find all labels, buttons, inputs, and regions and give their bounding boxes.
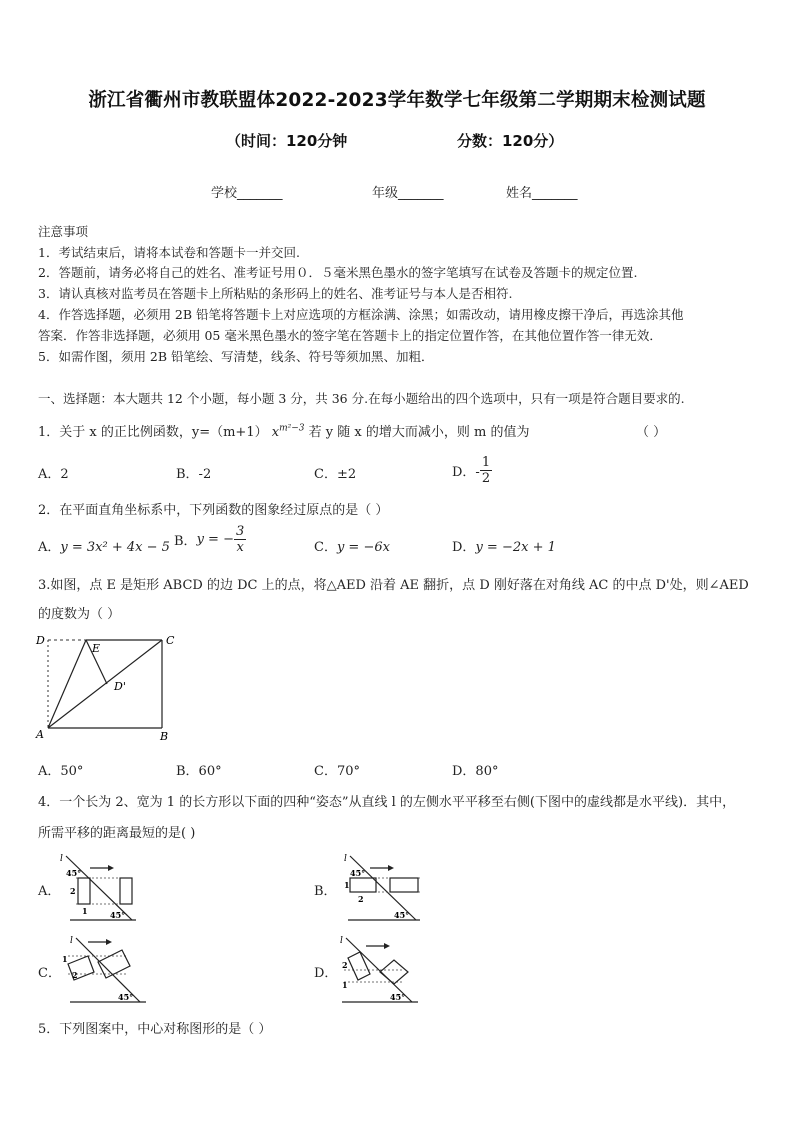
- q3-option-c: C．70°: [314, 764, 360, 779]
- fig-rect-after: [390, 878, 418, 892]
- q1-option-b: B．-2: [176, 467, 212, 482]
- q1-stem-b: 若 y 随 x 的增大而减小，则 m 的值为: [308, 425, 530, 440]
- fig-label-two: 2: [358, 894, 364, 904]
- fig-arrow-head: [108, 865, 114, 871]
- notice-item: 1．考试结束后，请将本试卷和答题卡一并交回.: [38, 245, 300, 260]
- fig-label-two: 2: [70, 886, 76, 896]
- fig-label-one: 1: [62, 954, 68, 964]
- q2-b-den: x: [236, 540, 244, 555]
- notice-item: 答案．作答非选择题，必须用 05 毫米黑色墨水的签字笔在答题卡上的指定位置作答，在其他位置作答一律无效．: [38, 328, 662, 343]
- q2-b-pre: y = −: [196, 532, 234, 547]
- q2-a-expr: y = 3x² + 4x − 5: [60, 540, 170, 555]
- question-3-stem: 3.如图，点 E 是矩形 ABCD 的边 DC 上的点，将△AED 沿着 AE 翻折，点 D 刚好落在对角线 AC 的中点 D'处，则∠AED: [38, 578, 749, 593]
- q2-option-d: [452, 536, 556, 555]
- fig-rect-before: [78, 878, 90, 904]
- fig-rect-before: [350, 878, 376, 892]
- question-4-stem: 4．一个长为 2、宽为 1 的长方形以下面的四种“姿态”从直线 l 的左侧水平平移至右侧(下图中的虚线都是水平线)．其中，: [38, 795, 736, 810]
- grade-field: 年级_______: [372, 186, 444, 201]
- question-5-stem: 5．下列图案中，中心对称图形的是（ ）: [38, 1022, 272, 1037]
- fig-label-d: D: [36, 634, 45, 647]
- q1-optd-prefix: D．-: [452, 465, 480, 480]
- q1-optd-fraction: [480, 455, 492, 486]
- q1-option-d: [452, 455, 492, 486]
- fig-label-one: 1: [82, 906, 88, 916]
- fig-label-e: E: [92, 642, 101, 655]
- fig-label-angle-bottom: 45°: [390, 992, 406, 1002]
- fig-segment: [48, 640, 162, 728]
- notice-heading: 注意事项: [38, 224, 89, 239]
- fig-segment: [48, 640, 86, 728]
- q3-option-a: A．50°: [38, 764, 84, 779]
- q2-b-fraction: [234, 524, 246, 555]
- q1-exp: m²−3: [279, 423, 305, 434]
- q2-b-num: 3: [235, 524, 245, 539]
- fig-rect-after: [120, 878, 132, 904]
- q3-option-b: B．60°: [176, 764, 222, 779]
- question-1-stem: [38, 421, 529, 440]
- q2-a-label: A．: [38, 540, 61, 555]
- q3-rectangle-figure: [30, 628, 190, 746]
- fig-label-angle-bottom: 45°: [110, 910, 126, 920]
- q1-bracket: （ ）: [636, 425, 667, 440]
- section-heading: 一、选择题：本大题共 12 个小题，每小题 3 分，共 36 分.在每小题给出的四个选项中，只有一项是符合题目要求的.: [38, 391, 685, 406]
- fig-label-two: 2: [72, 970, 78, 980]
- fig-label-l: l: [344, 854, 347, 864]
- q1-stem-a: 1．关于 x 的正比例函数，y=（m+1）: [38, 425, 268, 440]
- fig-label-dprime: D': [114, 680, 126, 693]
- q2-option-b: [174, 524, 246, 555]
- fig-arrow-head: [388, 865, 394, 871]
- q2-b-label: B．: [174, 534, 197, 549]
- page-title: 浙江省衢州市教联盟体2022-2023学年数学七年级第二学期期末检测试题: [88, 90, 706, 111]
- q1-optd-den: 2: [481, 471, 491, 486]
- q2-option-a: [38, 536, 170, 555]
- notice-item: 5．如需作图，须用 2B 铅笔绘、写清楚，线条、符号等须加黑、加粗．: [38, 349, 434, 364]
- q2-option-c: [314, 536, 390, 555]
- q2-d-label: D．: [452, 540, 476, 555]
- q2-d-expr: y = −2x + 1: [475, 540, 556, 555]
- question-3-stem-cont: 的度数为（ ）: [38, 607, 121, 622]
- fig-arrow-head: [384, 943, 390, 949]
- q2-c-label: C．: [314, 540, 337, 555]
- notice-item: 2．答题前，请务必将自己的姓名、准考证号用０．５毫米黑色墨水的签字笔填写在试卷及答题卡的规定位置.: [38, 265, 638, 280]
- fig-arrow-head: [106, 939, 112, 945]
- fig-label-angle: 45°: [66, 868, 82, 878]
- notice-item: 3．请认真核对监考员在答题卡上所粘贴的条形码上的姓名、准考证号与本人是否相符.: [38, 286, 513, 301]
- fig-label-angle-bottom: 45°: [118, 992, 134, 1002]
- q1-base: x: [271, 425, 280, 440]
- q4-figure-a: [58, 852, 158, 922]
- q4-figure-b: [336, 852, 436, 922]
- q3-option-d: D．80°: [452, 764, 499, 779]
- fig-rect-before: [348, 952, 370, 980]
- q4-figure-c: [58, 934, 168, 1004]
- fig-rect-after: [380, 960, 408, 984]
- q1-optd-num: 1: [481, 455, 491, 470]
- q4-option-a: A．: [38, 884, 61, 899]
- fig-label-one: 1: [344, 880, 350, 890]
- fig-label-l: l: [70, 936, 73, 946]
- fig-label-l: l: [340, 936, 343, 946]
- school-field: 学校_______: [211, 186, 283, 201]
- q4-option-d: D．: [314, 966, 338, 981]
- question-4-stem-cont: 所需平移的距离最短的是( ): [38, 826, 196, 841]
- q4-option-c: C．: [38, 966, 61, 981]
- q1-option-a: A．2: [38, 467, 69, 482]
- fig-label-l: l: [60, 854, 63, 864]
- fig-label-b: B: [160, 730, 169, 743]
- fig-label-one: 1: [342, 980, 348, 990]
- fig-label-angle-bottom: 45°: [394, 910, 410, 920]
- q4-figure-d: [336, 934, 436, 1004]
- fig-label-a: A: [36, 728, 44, 741]
- fig-label-c: C: [166, 634, 175, 647]
- exam-score: 分数：120分）: [457, 132, 564, 150]
- q2-c-expr: y = −6x: [336, 540, 390, 555]
- notice-item: 4．作答选择题，必须用 2B 铅笔将答题卡上对应选项的方框涂满、涂黑；如需改动，请用橡皮擦干净后，再选涂其他: [38, 307, 684, 322]
- fig-label-angle: 45°: [350, 868, 366, 878]
- name-field: 姓名_______: [506, 186, 578, 201]
- question-2-stem: 2．在平面直角坐标系中，下列函数的图象经过原点的是（ ）: [38, 503, 389, 518]
- fig-label-two: 2: [342, 960, 348, 970]
- exam-time: （时间：120分钟: [226, 132, 348, 150]
- q4-option-b: B．: [314, 884, 337, 899]
- q1-option-c: C．±2: [314, 467, 357, 482]
